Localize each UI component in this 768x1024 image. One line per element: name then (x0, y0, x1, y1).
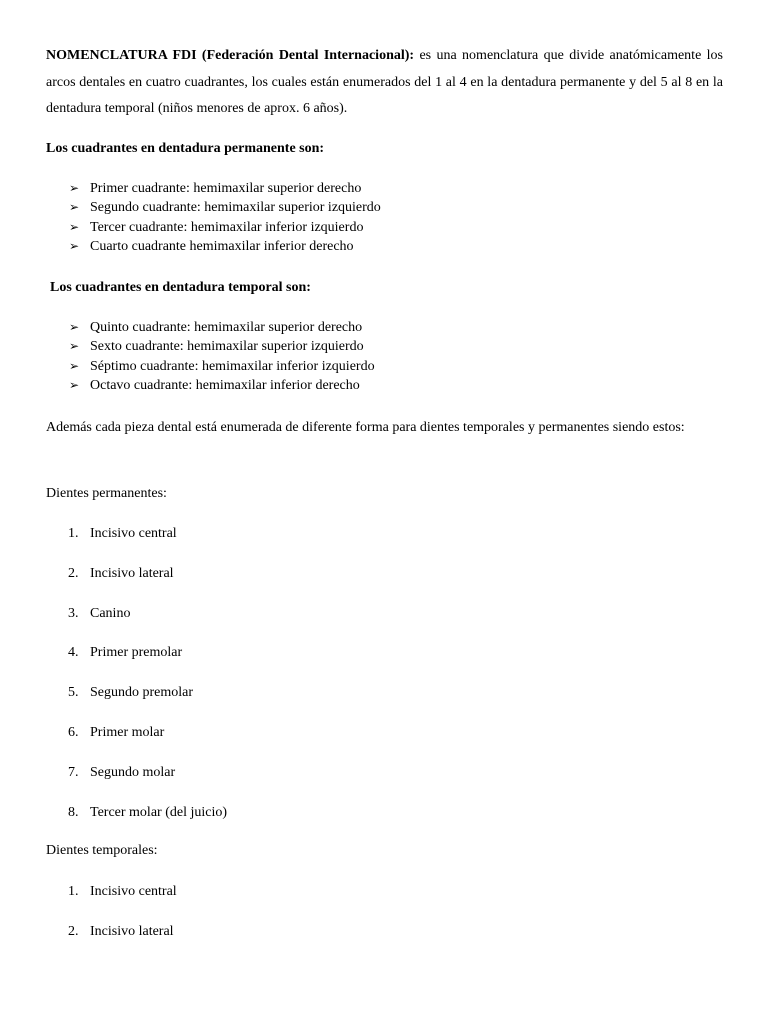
list-item: 6. Primer molar (68, 724, 165, 740)
teeth-numbering-paragraph: Además cada pieza dental está enumerada de diferente forma para dientes temporales y permanentes siendo estos: (46, 420, 685, 435)
list-item: 7. Segundo molar (68, 764, 176, 780)
list-item: ➢ Sexto cuadrante: hemimaxilar superior izquierdo (69, 337, 375, 356)
arrow-bullet-icon: ➢ (69, 378, 80, 393)
arrow-bullet-icon: ➢ (69, 219, 80, 234)
list-item: 4. Primer premolar (68, 645, 183, 661)
list-item: ➢ Octavo cuadrante: hemimaxilar inferior derecho (69, 376, 375, 395)
arrow-bullet-icon: ➢ (69, 239, 80, 254)
permanent-teeth-list (68, 524, 227, 842)
list-item: ➢ Séptimo cuadrante: hemimaxilar inferior izquierdo (69, 357, 375, 376)
permanent-quadrants-heading: Los cuadrantes en dentadura permanente son: (46, 141, 325, 156)
temporal-quadrants-heading: Los cuadrantes en dentadura temporal son: (50, 280, 311, 295)
list-item: ➢ Tercer cuadrante: hemimaxilar inferior izquierdo (69, 218, 381, 237)
permanent-teeth-label: Dientes permanentes: (46, 486, 167, 501)
arrow-bullet-icon: ➢ (69, 320, 80, 334)
temporal-teeth-list (68, 882, 177, 962)
list-item: 2. Incisivo lateral (68, 565, 174, 581)
intro-paragraph (46, 43, 723, 123)
arrow-bullet-icon: ➢ (69, 358, 80, 373)
list-item: 1. Incisivo central (68, 526, 177, 541)
list-item: 2. Incisivo lateral (68, 923, 174, 939)
arrow-bullet-icon: ➢ (69, 200, 80, 215)
list-item: 5. Segundo premolar (68, 685, 194, 701)
list-item: ➢ Segundo cuadrante: hemimaxilar superior izquierdo (69, 198, 381, 217)
temporal-teeth-label: Dientes temporales: (46, 843, 158, 858)
list-item: ➢ Primer cuadrante: hemimaxilar superior derecho (69, 179, 381, 198)
arrow-bullet-icon: ➢ (69, 181, 80, 195)
list-item: 1. Incisivo central (68, 884, 177, 899)
list-item: 8. Tercer molar (del juicio) (68, 804, 228, 820)
intro-text: es una nomenclatura que divide anatómicamente los arcos dentales en cuatro cuadrantes, los cuales están enumerados del 1 al 4 en la dentadura permanente y del 5 al 8 en la dentadura temporal (niños menores de aprox. 6 años). (46, 48, 723, 116)
permanent-quadrants-list (69, 179, 381, 257)
list-item: 3. Canino (68, 605, 131, 621)
temporal-quadrants-list (69, 318, 375, 396)
arrow-bullet-icon: ➢ (69, 339, 80, 354)
list-item: ➢ Quinto cuadrante: hemimaxilar superior derecho (69, 318, 375, 337)
list-item: ➢ Cuarto cuadrante hemimaxilar inferior derecho (69, 237, 381, 256)
intro-title: NOMENCLATURA FDI (Federación Dental Internacional): (46, 48, 415, 63)
